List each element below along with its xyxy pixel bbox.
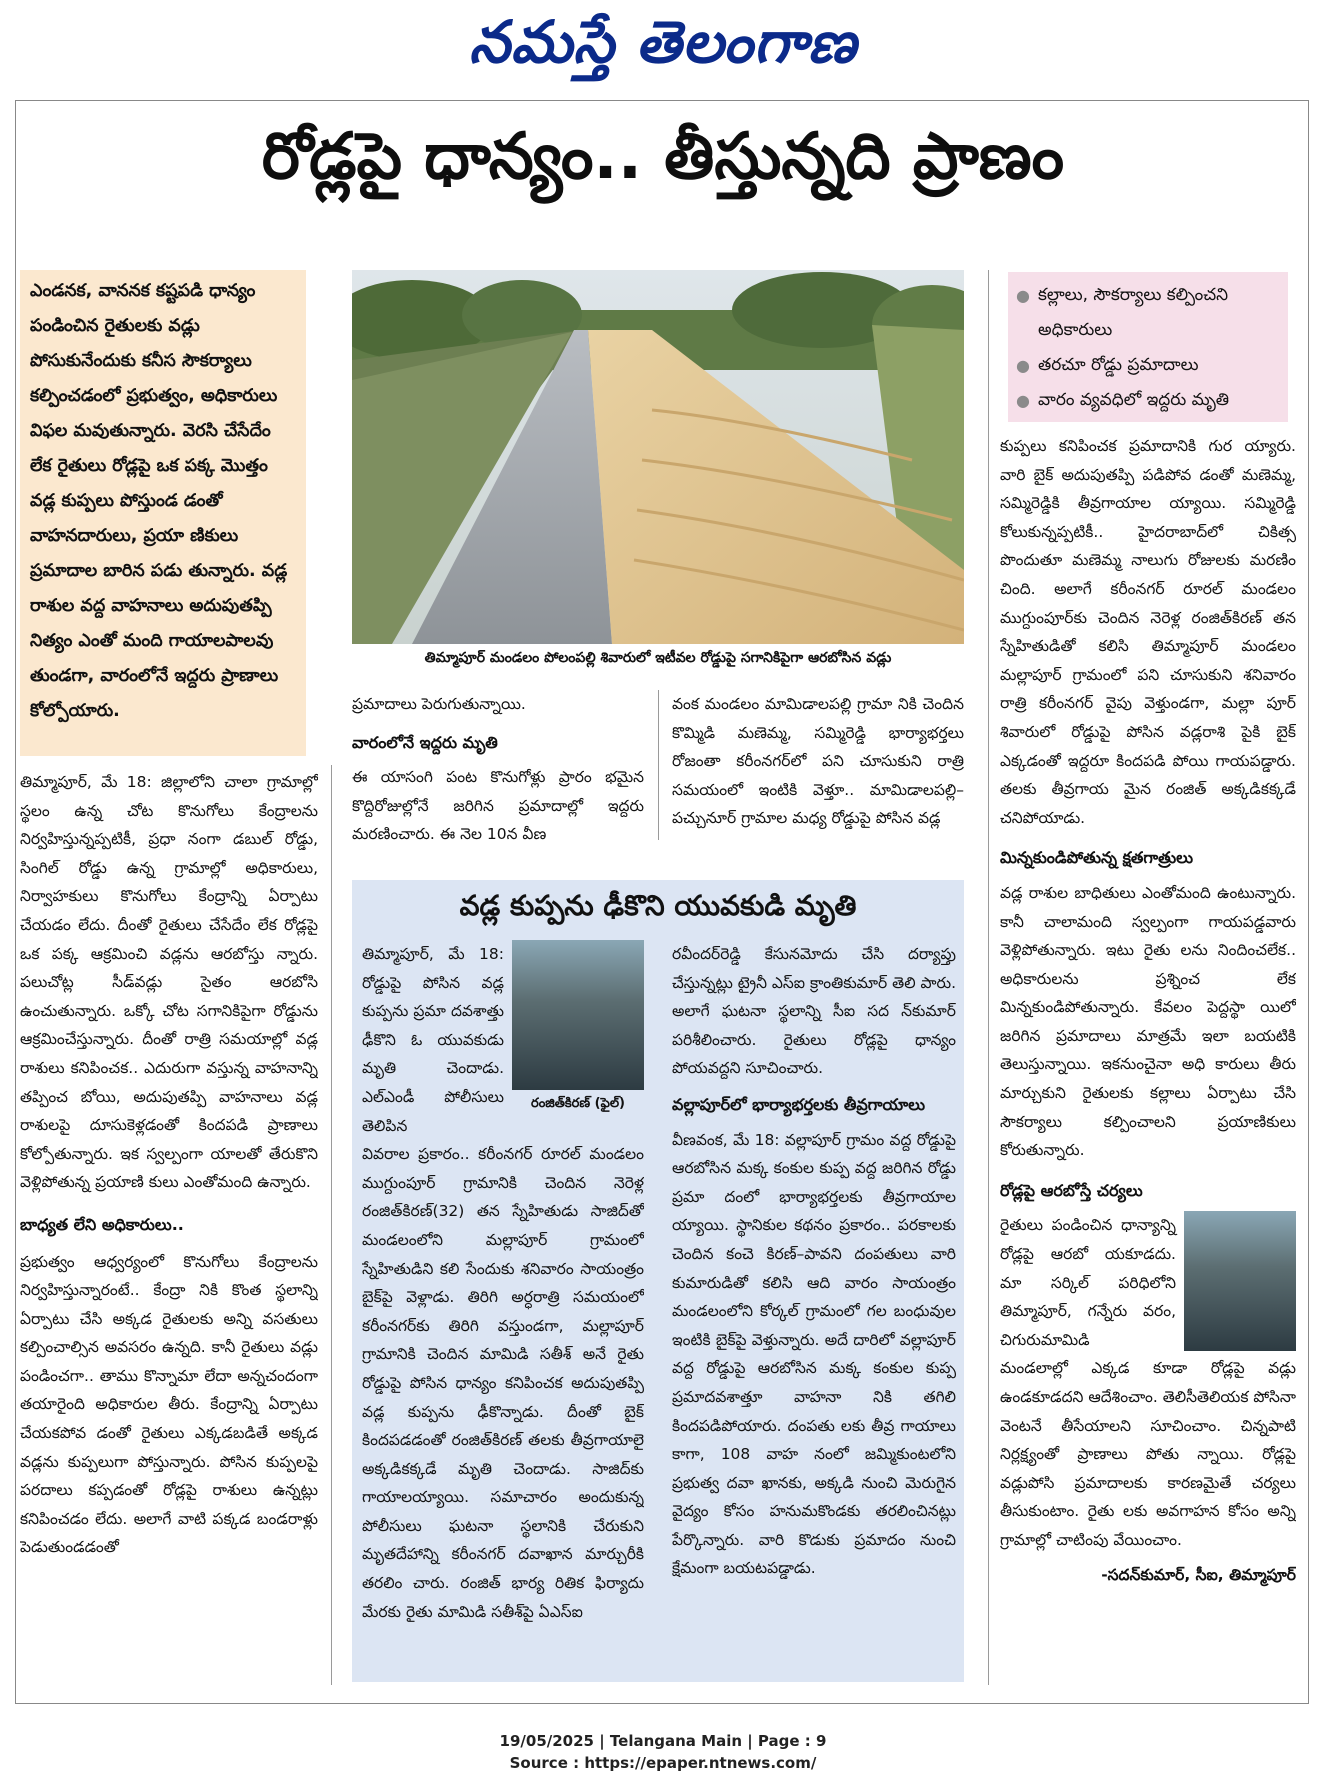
byline: -సదన్‌కుమార్, సీఐ, తిమ్మాపూర్ (1101, 1565, 1296, 1584)
box-story-title: వడ్ల కుప్పను ఢీకొని యువకుడి మృతి (352, 880, 964, 932)
ci-portrait (1184, 1211, 1296, 1351)
highlight-text: తరచూ రోడ్డు ప్రమాదాలు (1038, 355, 1199, 375)
article-paragraph: వడ్ల రాశుల బాధితులు ఎంతోమంది ఉంటున్నారు. కానీ చాలామంది స్వల్పంగా గాయపడ్డవారు వెళ్లిపోతున్నారు. ఇటు రైతు లను నిందించలేక.. అధికారులను ప్రశ్నించ లేక మిన్నకుండిపోతున్నారు. కేవలం పెద్దస్థా యిలో జరిగిన ప్రమాదాలు మాత్రమే ఇలా బయటికి తెలుస్తున్నాయి. ఇకనుంచైనా అధి కారులు తీరు మార్చుకుని రైతులకు కల్లాలు ఏర్పాటు చేసి సౌకర్యాలు కల్పించాలని ప్రయాణికులు కోరుతున్నారు. (1000, 883, 1296, 1160)
photo-caption: తిమ్మాపూర్ మండలం పోలంపల్లి శివారులో ఇటీవల రోడ్డుపై సగానికిపైగా ఆరబోసిన వడ్లు (424, 650, 892, 666)
highlight-text: కల్లాలు, సౌకర్యాలు కల్పించని అధికారులు (1038, 285, 1229, 340)
box-column-2 (672, 940, 956, 1675)
column-rule (988, 270, 989, 1685)
article-column-4 (1000, 432, 1296, 1682)
article-paragraph: వీణవంక, మే 18: వల్లాపూర్ గ్రామం వద్ద రోడ్డుపై ఆరబోసిన మక్క కంకుల కుప్ప వద్ద జరిగిన రోడ్డు ప్రమా దంలో భార్యాభర్తలకు తీవ్రగాయాల య్యాయి. స్థానికుల కథనం ప్రకారం.. పరకాలకు చెందిన కంచె కిరణ్–పావని దంపతులు వారి కుమారుడితో కలిసి ఆది వారం సాయంత్రం మండలంలోని కోర్కల్ గ్రామంలో గల బంధువుల ఇంటికి బైక్‌పై వెళ్తున్నారు. అదే దారిలో వల్లాపూర్ వద్ద రోడ్డుపై ఆరబోసిన మక్క కంకుల కుప్ప ప్రమాదవశాత్తూ వాహనా నికి తగిలి కిందపడిపోయారు. దంపతు లకు తీవ్ర గాయాలు కాగా, 108 వాహ నంలో జమ్మికుంటలోని ప్రభుత్వ దవా ఖానకు, అక్కడి నుంచి మెరుగైన వైద్యం కోసం హనుమకొండకు తరలించినట్లు పేర్కొన్నారు. వారి కొడుకు ప్రమాదం నుంచి క్షేమంగా బయటపడ్డాడు. (672, 1130, 956, 1578)
highlight-item (1016, 278, 1280, 348)
article-paragraph: తిమ్మాపూర్, మే 18: రోడ్డుపై పోసిన వడ్ల కుప్పను ప్రమా దవశాత్తు ఢీకొని ఓ యువకుడు మృతి చెందాడు. ఎల్ఎండీ పోలీసులు తెలిపిన (362, 945, 504, 1135)
highlight-item (1016, 383, 1280, 418)
masthead-logo: నమస్తే తెలంగాణ (469, 8, 857, 76)
article-paragraph: ఈ యాసంగి పంట కొనుగోళ్లు ప్రారం భమైన కొద్దిరోజుల్లోనే జరిగిన ప్రమాదాల్లో ఇద్దరు మరణించారు. ఈ నెల 10న వీణ (352, 768, 644, 844)
subheading: బాధ్యత లేని అధికారులు.. (20, 1214, 184, 1234)
box-column-1 (362, 940, 644, 1675)
intro-box: ఎండనక, వాననక కష్టపడి ధాన్యం పండించిన రైతులకు వడ్లు పోసుకునేందుకు కనీస సౌకర్యాలు కల్పించడంలో ప్రభుత్వం, అధికారులు విఫల మవుతున్నారు. వెరసి చేసేదేం లేక రైతులు రోడ్లపై ఒక పక్క మొత్తం వడ్ల కుప్పలు పోస్తుండ డంతో వాహనదారులు, ప్రయా ణికులు ప్రమాదాల బారిన పడు తున్నారు. వడ్ల రాశుల వద్ద వాహనాలు అదుపుతప్పి నిత్యం ఎంతో మంది గాయాలపాలవు తుండగా, వారంలోనే ఇద్దరు ప్రాణాలు కోల్పోయారు. (20, 270, 306, 756)
footer (0, 1730, 1326, 1774)
article-paragraph: వివరాల ప్రకారం.. కరీంనగర్ రూరల్ మండలం ముగ్దుంపూర్ గ్రామానికి చెందిన నెరెళ్ల రంజిత్‌కిరణ్(32) తన స్నేహితుడు సాజిద్‌తో మండలంలోని మల్లాపూర్ గ్రామంలో స్నేహితుడిని కలి సేందుకు శనివారం సాయంత్రం బైక్‌పై వెళ్లాడు. తిరిగి అర్ధరాత్రి సమయంలో కరీంనగర్‌కు తిరిగి వస్తుండగా, మల్లాపూర్ గ్రామానికి చెందిన మామిడి సతీశ్ అనే రైతు రోడ్డుపై పోసిన ధాన్యం కనిపించక అదుపుతప్పి వడ్ల కుప్పను ఢీకొన్నాడు. దీంతో బైక్ కిందపడడంతో రంజిత్‌కిరణ్ తలకు తీవ్రగాయాలై అక్కడికక్కడే మృతి చెందాడు. సాజిద్‌కు గాయాలయ్యాయి. సమాచారం అందుకున్న పోలీసులు ఘటనా స్థలానికి చేరుకుని మృతదేహాన్ని కరీంనగర్ దవాఖాన మార్చురీకి తరలిం చారు. రంజిత్ భార్య రితిక ఫిర్యాదు మేరకు రైతు మామిడి సతీశ్‌పై ఏఎస్ఐ (362, 1145, 644, 1621)
article-column-3 (672, 690, 964, 860)
highlight-item (1016, 348, 1280, 383)
footer-source-line: Source : https://epaper.ntnews.com/ (509, 1754, 817, 1772)
bullet-icon: ● (1016, 391, 1030, 410)
subheading: మిన్నకుండిపోతున్న క్షతగాత్రులు (1000, 848, 1193, 868)
article-paragraph: మండలాల్లో ఎక్కడ కూడా రోడ్లపై వడ్లు ఉండకూడదని ఆదేశించాం. తెలిసీతెలియక పోసినా వెంటనే తీసేయాలని సూచించాం. చిన్నపాటి నిర్లక్ష్యంతో ప్రాణాలు పోతు న్నాయి. రోడ్లపై వడ్లుపోసి ప్రమాదాలకు కారణమైతే చర్యలు తీసుకుంటాం. రైతు లకు అవగాహన కోసం అన్ని గ్రామాల్లో చాటింపు వేయించాం. (1000, 1359, 1296, 1549)
subheading: రోడ్లపై ఆరబోస్తే చర్యలు (1000, 1180, 1143, 1200)
portrait-block (362, 940, 644, 1140)
column-rule (331, 765, 332, 1685)
article-paragraph: తిమ్మాపూర్, మే 18: జిల్లాలోని చాలా గ్రామాల్లో స్థలం ఉన్న చోట కొనుగోలు కేంద్రాలను నిర్వహిస్తున్నప్పటికీ, ప్రధా నంగా డబుల్ రోడ్డు, సింగిల్ రోడ్డు ఉన్న గ్రామాల్లో అధికారులు, నిర్వాహకులు కొనుగోలు కేంద్రాన్ని ఏర్పాటు చేయడం లేదు. దీంతో రైతులు చేసేదేం లేక రోడ్లపై ఒక పక్క ఆక్రమించి వడ్లను ఆరబోస్తు న్నారు. పలుచోట్ల సీడ్‌వడ్లు సైతం ఆరబోసి ఉంచుతున్నారు. ఒక్కో చోట సగానికిపైగా రోడ్డును ఆక్రమించేస్తున్నారు. దీంతో రాత్రి సమయాల్లో వడ్ల రాశులు కనిపించక.. ఎదురుగా వస్తున్న వాహనాన్ని తప్పించ బోయి, అదుపుతప్పి వాహనాలు వడ్ల రాశులపై దూసుకెళ్లడంతో కిందపడి ప్రాణాలు కోల్పోతున్నారు. ఇక స్వల్పంగా యాలతో తేరుకొని వెళ్లిపోతున్న ప్రయాణి కులు ఎంతోమంది ఉన్నారు. (20, 773, 318, 1192)
headline: రోడ్లపై ధాన్యం.. తీస్తున్నది ప్రాణం (261, 120, 1065, 194)
column-rule (658, 690, 659, 840)
bullet-icon: ● (1016, 356, 1030, 375)
victim-portrait (512, 940, 644, 1090)
ci-quote-block (1000, 1211, 1296, 1354)
article-column-2 (352, 690, 644, 860)
highlights-box (1008, 272, 1288, 422)
article-paragraph: రైతులు పండించిన ధాన్యాన్ని రోడ్లపై ఆరబో యకూడదు. మా సర్కిల్ పరిధిలోని తిమ్మాపూర్, గన్నేరు వరం, చిగురుమామిడి (1000, 1216, 1176, 1349)
article-column-1 (20, 768, 318, 1680)
article-paragraph: రవీందర్‌రెడ్డి కేసునమోదు చేసి దర్యాప్తు చేస్తున్నట్లు ట్రైనీ ఎస్ఐ క్రాంతికుమార్ తెలి పారు. అలాగే ఘటనా స్థలాన్ని సీఐ సద న్‌కుమార్ పరిశీలించారు. రైతులు రోడ్లపై ధాన్యం పోయవద్దని సూచించారు. (672, 945, 956, 1078)
footer-date-line: 19/05/2025 | Telangana Main | Page : 9 (499, 1732, 827, 1750)
subheading: వల్లాపూర్‌లో భార్యాభర్తలకు తీవ్రగాయాలు (672, 1094, 926, 1114)
subheading: వారంలోనే ఇద్దరు మృతి (352, 732, 498, 752)
portrait-caption: రంజిత్‌కిరణ్ (ఫైల్) (530, 1096, 626, 1111)
article-paragraph: కుప్పలు కనిపించక ప్రమాదానికి గుర య్యారు. వారి బైక్ అదుపుతప్పి పడిపోవ డంతో మణెమ్మ, సమ్మిరెడ్డికి తీవ్రగాయాల య్యాయి. సమ్మిరెడ్డి కోలుకున్నప్పటికీ.. హైదరాబాద్‌లో చికిత్స పొందుతూ మణెమ్మ నాలుగు రోజులకు మరణిం చింది. అలాగే కరీంనగర్ రూరల్ మండలం ముగ్దుంపూర్‌కు చెందిన నెరెళ్ల రంజిత్‌కిరణ్ తన స్నేహితుడితో కలిసి తిమ్మాపూర్ మండలం మల్లాపూర్ గ్రామంలో పని చూసుకుని శనివారం రాత్రి కరీంనగర్ వైపు వెళ్తుండగా, మల్లా పూర్ శివారులో రోడ్డుపై పోసిన వడ్లరాశి పైకి బైక్ ఎక్కడంతో ఇద్దరూ కిందపడి పోయి గాయపడ్డారు. తలకు తీవ్రగాయ మైన రంజిత్ అక్కడికక్కడే చనిపోయాడు. (1000, 437, 1296, 827)
highlight-text: వారం వ్యవధిలో ఇద్దరు మృతి (1038, 390, 1230, 410)
article-paragraph: వంక మండలం మామిడాలపల్లి గ్రామా నికి చెందిన కొమ్మిడి మణెమ్మ, సమ్మిరెడ్డి భార్యాభర్తలు రోజంతా కరీంనగర్‌లో పని చూసుకుని రాత్రి సమయంలో ఇంటికి వెళ్తూ.. మామిడాలపల్లి–పచ్చునూర్ గ్రామాల మధ్య రోడ్డుపై పోసిన వడ్ల (672, 695, 964, 828)
article-paragraph: ప్రమాదాలు పెరుగుతున్నాయి. (352, 695, 526, 713)
article-paragraph: ప్రభుత్వం ఆధ్వర్యంలో కొనుగోలు కేంద్రాలను నిర్వహిస్తున్నారంటే.. కేంద్రా నికి కొంత స్థలాన్ని ఏర్పాటు చేసి అక్కడ రైతులకు అన్ని వసతులు కల్పించాల్సిన అవసరం ఉన్నది. కానీ రైతులు వడ్లు పండించగా.. తాము కొన్నామా లేదా అన్నచందంగా తయారైంది అధికారుల తీరు. కేంద్రాన్ని ఏర్పాటు చేయకపోవ డంతో రైతులు ఎక్కడబడితే అక్కడ వడ్లను కుప్పలుగా పోస్తున్నారు. పోసిన కుప్పలపై పరదాలు కప్పడంతో రోడ్లపై రాశులు ఉన్నట్లు కనిపించడం లేదు. అలాగే వాటి పక్కడ బండరాళ్లు పెడుతుండడంతో (20, 1252, 318, 1557)
road-grain-photo (352, 270, 964, 644)
bullet-icon: ● (1016, 286, 1030, 305)
